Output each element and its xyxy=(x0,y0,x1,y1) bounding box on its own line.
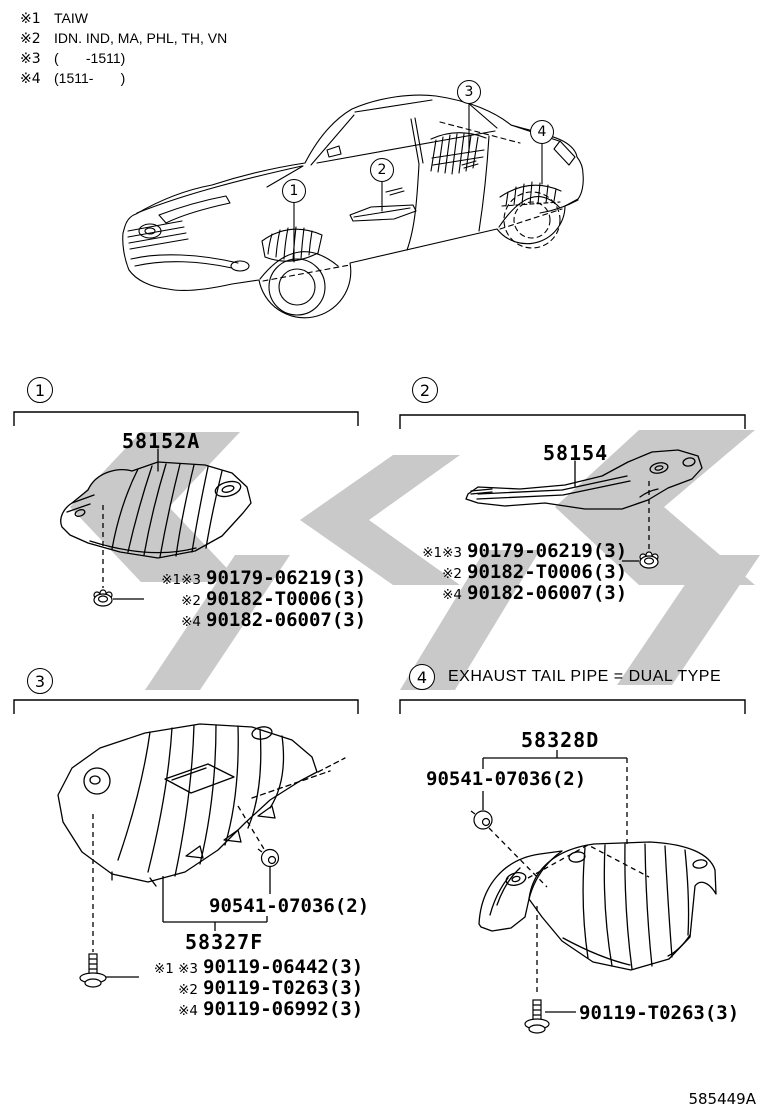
fastener-part-number[interactable]: 90119-T0263(3) xyxy=(203,977,364,999)
part-code-58327f[interactable]: 58327F xyxy=(185,930,264,954)
applicability-marks: ※4 xyxy=(442,587,462,603)
legend-mark: ※2 xyxy=(20,31,41,47)
applicability-marks: ※1※3 xyxy=(422,545,462,561)
applicability-marks: ※2 xyxy=(181,593,201,609)
fastener-part-number[interactable]: 90179-06219(3) xyxy=(206,567,367,589)
fastener-row xyxy=(145,588,366,609)
legend-text: (1511- ) xyxy=(54,70,126,86)
fastener-row xyxy=(145,567,366,588)
applicability-marks: ※2 xyxy=(178,982,198,998)
vehicle-callout-3[interactable]: 3 xyxy=(457,80,481,104)
applicability-marks: ※4 xyxy=(178,1003,198,1019)
legend-text: IDN. IND, MA, PHL, TH, VN xyxy=(54,30,228,46)
bolt-part-number[interactable]: 90119-T0263(3) xyxy=(579,1002,740,1024)
section-3-badge[interactable]: 3 xyxy=(27,668,53,694)
section-1-badge[interactable]: 1 xyxy=(27,377,53,403)
legend-row xyxy=(20,70,125,90)
clip-icon xyxy=(471,811,492,829)
fastener-row xyxy=(138,956,363,977)
applicability-marks: ※2 xyxy=(442,566,462,582)
applicability-marks: ※1※3 xyxy=(161,572,201,588)
car-illustration xyxy=(123,95,584,318)
section2-fastener-list xyxy=(406,540,627,603)
legend-mark: ※3 xyxy=(20,51,41,67)
nut-icon xyxy=(640,552,658,568)
section4-title: EXHAUST TAIL PIPE = DUAL TYPE xyxy=(448,668,722,685)
fastener-part-number[interactable]: 90179-06219(3) xyxy=(467,540,628,562)
legend-text: TAIW xyxy=(54,10,88,26)
center-floor-shield-patch xyxy=(350,205,416,221)
legend-row xyxy=(20,10,88,30)
legend-row xyxy=(20,50,125,70)
fastener-part-number[interactable]: 90182-T0006(3) xyxy=(206,588,367,610)
nut-icon xyxy=(94,590,112,606)
legend-row xyxy=(20,30,227,50)
fastener-row xyxy=(406,540,627,561)
fastener-row xyxy=(138,998,363,1019)
part-code-58154[interactable]: 58154 xyxy=(543,441,609,465)
applicability-marks: ※4 xyxy=(181,614,201,630)
fastener-part-number[interactable]: 90182-T0006(3) xyxy=(467,561,628,583)
shield-58328d-drawing xyxy=(479,842,716,970)
clip-icon xyxy=(258,849,279,867)
rear-floor-shield-patch xyxy=(431,133,486,174)
drawing-number: 585449A xyxy=(688,1090,756,1108)
bolt-icon xyxy=(80,954,106,987)
fastener-row xyxy=(138,977,363,998)
part-code-58328d[interactable]: 58328D xyxy=(521,728,600,752)
applicability-marks: ※1 ※3 xyxy=(153,961,198,977)
bolt-icon xyxy=(525,1000,549,1033)
clip-part-number[interactable]: 90541-07036(2) xyxy=(209,895,370,917)
fastener-row xyxy=(406,582,627,603)
fastener-part-number[interactable]: 90182-06007(3) xyxy=(467,582,628,604)
shield-58327f-drawing xyxy=(58,724,345,886)
section-2-badge[interactable]: 2 xyxy=(412,377,438,403)
tailpipe-shield-patch xyxy=(500,182,561,206)
legend-mark: ※4 xyxy=(20,71,41,87)
legend-mark: ※1 xyxy=(20,11,41,27)
section-4-badge[interactable]: 4 xyxy=(409,664,435,690)
clip-part-number[interactable]: 90541-07036(2) xyxy=(426,768,587,790)
section1-fastener-list xyxy=(145,567,366,630)
vehicle-callout-4[interactable]: 4 xyxy=(530,120,554,144)
fastener-part-number[interactable]: 90119-06992(3) xyxy=(203,998,364,1020)
section3-fastener-list xyxy=(138,956,363,1019)
fastener-row xyxy=(406,561,627,582)
vehicle-callout-2[interactable]: 2 xyxy=(370,158,394,182)
part-code-58152a[interactable]: 58152A xyxy=(122,429,201,453)
fastener-part-number[interactable]: 90119-06442(3) xyxy=(203,956,364,978)
fastener-row xyxy=(145,609,366,630)
front-floor-shield-patch xyxy=(262,227,322,261)
vehicle-callout-1[interactable]: 1 xyxy=(282,179,306,203)
fastener-part-number[interactable]: 90182-06007(3) xyxy=(206,609,367,631)
legend-text: ( -1511) xyxy=(54,50,126,66)
